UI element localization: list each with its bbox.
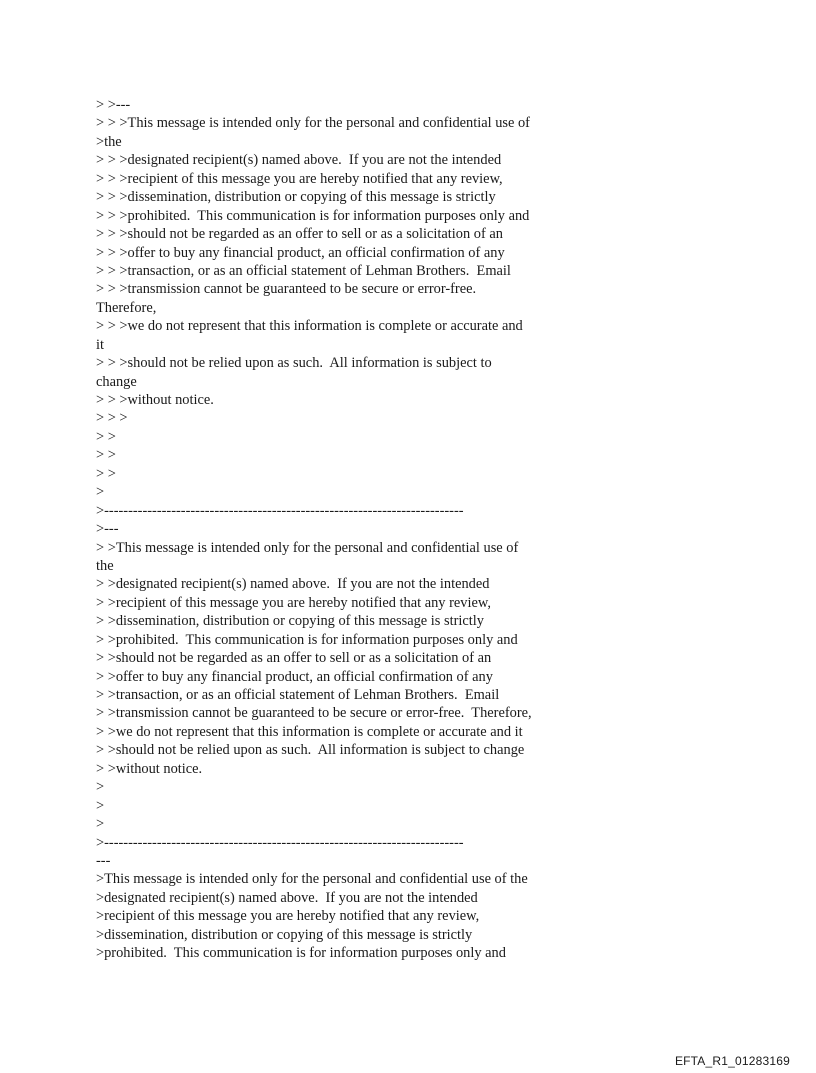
text-line: > >transmission cannot be guaranteed to be secure or error-free. Therefore,: [96, 705, 532, 722]
text-line: > >transaction, or as an official statement of Lehman Brothers. Email: [96, 687, 500, 703]
text-line: >: [96, 816, 105, 833]
text-line: >: [96, 484, 105, 501]
separator-line: >---------------------------------------------------------------------------: [96, 502, 464, 519]
text-line: > >: [96, 428, 116, 445]
text-line: > >---: [96, 97, 131, 113]
text-line: > > >designated recipient(s) named above. If you are not the intended: [96, 152, 502, 169]
text-line: >the: [96, 133, 122, 150]
text-line: >: [96, 797, 105, 814]
text-line: > > >we do not represent that this information is complete or accurate and: [96, 318, 523, 335]
text-line: > >: [96, 465, 116, 482]
text-line: > > >offer to buy any financial product, an official confirmation of any: [96, 244, 505, 261]
text-line: > > >dissemination, distribution or copying of this message is strictly: [96, 189, 496, 206]
text-line: > >prohibited. This communication is for information purposes only and: [96, 631, 518, 648]
text-line: > > >transaction, or as an official statement of Lehman Brothers. Email: [96, 262, 511, 279]
text-line: > >offer to buy any financial product, an official confirmation of any: [96, 668, 493, 685]
text-line: > >This message is intended only for the personal and confidential use of: [96, 539, 519, 556]
text-line: >recipient of this message you are hereby notified that any review,: [96, 908, 480, 925]
text-line: > > >recipient of this message you are hereby notified that any review,: [96, 170, 503, 187]
text-line: > > >transmission cannot be guaranteed to be secure or error-free.: [96, 281, 477, 298]
text-line: the: [96, 557, 114, 574]
separator-line: >---------------------------------------------------------------------------: [96, 834, 464, 851]
text-line: >This message is intended only for the personal and confidential use of the: [96, 871, 528, 888]
text-line: change: [96, 373, 137, 390]
text-line: it: [96, 336, 104, 353]
text-line: > > >: [96, 410, 128, 427]
email-body-text: [96, 96, 796, 963]
text-line: > >should not be regarded as an offer to sell or as a solicitation of an: [96, 650, 492, 667]
text-line: > >should not be relied upon as such. All information is subject to change: [96, 742, 525, 759]
text-line: > >dissemination, distribution or copying of this message is strictly: [96, 613, 484, 630]
text-line: >prohibited. This communication is for information purposes only and: [96, 945, 506, 962]
text-line: > > >This message is intended only for the personal and confidential use of: [96, 115, 530, 132]
text-line: > > >without notice.: [96, 392, 214, 408]
text-line: > >we do not represent that this information is complete or accurate and it: [96, 723, 523, 740]
text-line: > > >should not be relied upon as such. All information is subject to: [96, 355, 492, 372]
text-line: > > >should not be regarded as an offer to sell or as a solicitation of an: [96, 226, 503, 243]
text-line: > >: [96, 447, 116, 464]
text-line: Therefore,: [96, 299, 157, 316]
text-line: > >designated recipient(s) named above. If you are not the intended: [96, 576, 490, 593]
text-line: >designated recipient(s) named above. If you are not the intended: [96, 889, 478, 906]
text-line: > >without notice.: [96, 760, 203, 777]
document-id-label: EFTA_R1_01283169: [674, 1054, 790, 1068]
text-line: ---: [96, 852, 111, 869]
text-line: >: [96, 779, 105, 796]
text-line: >dissemination, distribution or copying of this message is strictly: [96, 926, 473, 943]
text-line: > >recipient of this message you are hereby notified that any review,: [96, 594, 491, 611]
text-line: > > >prohibited. This communication is for information purposes only and: [96, 207, 530, 224]
text-line: >---: [96, 521, 119, 538]
